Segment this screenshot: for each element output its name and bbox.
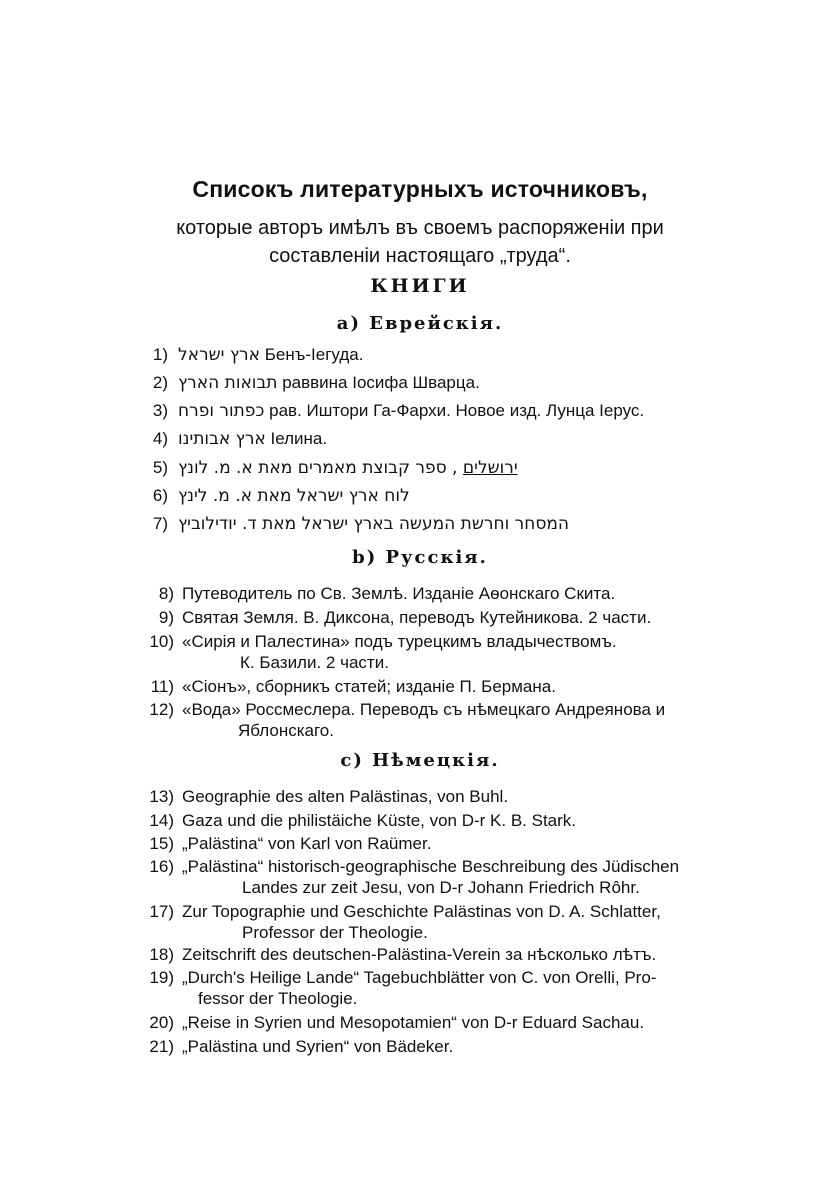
item-continuation: К. Базили. 2 части. bbox=[240, 653, 389, 672]
list-item bbox=[149, 631, 617, 672]
item-number: 10) bbox=[149, 632, 174, 651]
list-item bbox=[158, 583, 616, 604]
list-item bbox=[152, 513, 570, 535]
hebrew-title bbox=[178, 458, 518, 478]
item-continuation: Professor der Theologie. bbox=[242, 923, 428, 942]
item-text: «Сирія и Палестина» подъ турецкимъ владычествомъ. bbox=[182, 632, 617, 651]
item-number: 20) bbox=[149, 1013, 174, 1032]
item-continuation: Landes zur zeit Jesu, von D-r Johann Friedrich Rôhr. bbox=[242, 878, 640, 897]
item-text: «Сіонъ», сборникъ статей; изданіе П. Бермана. bbox=[182, 677, 556, 696]
item-text: «Вода» Россмеслера. Переводъ съ нѣмецкаго Андреянова и bbox=[182, 700, 666, 719]
item-number: 11) bbox=[150, 677, 174, 696]
hebrew-title: תבואות הארץ bbox=[178, 373, 278, 393]
item-number: 12) bbox=[149, 700, 174, 719]
list-item bbox=[149, 699, 666, 740]
item-number: 16) bbox=[149, 857, 174, 876]
item-number: 17) bbox=[149, 902, 174, 921]
item-number: 7) bbox=[152, 514, 168, 533]
books-heading: КНИГИ bbox=[370, 275, 470, 297]
section-a-heading: а) Еврейскія. bbox=[336, 313, 504, 334]
item-text: Путеводитель по Св. Землѣ. Изданіе Аѳонскаго Скита. bbox=[182, 584, 616, 603]
item-text: „Durch's Heilige Lande“ Tagebuchblätter von C. von Orelli, Pro- bbox=[182, 968, 657, 987]
hebrew-title: ארץ אבותינו bbox=[178, 429, 266, 449]
list-item bbox=[152, 344, 364, 366]
list-item bbox=[149, 1012, 645, 1033]
hebrew-title: כפתור ופרח bbox=[178, 401, 265, 421]
section-c-heading: с) Нѣмецкія. bbox=[340, 750, 500, 771]
item-number: 18) bbox=[149, 945, 174, 964]
list-item bbox=[152, 428, 328, 450]
item-continuation: Яблонскаго. bbox=[238, 721, 334, 740]
item-text: „Palästina“ von Karl von Raümer. bbox=[182, 834, 432, 853]
page-subtitle bbox=[150, 214, 690, 270]
item-number: 8) bbox=[158, 584, 174, 603]
subtitle-line-1: которые авторъ имѣлъ въ своемъ распоряженіи при bbox=[176, 217, 664, 239]
hebrew-title: לוח ארץ ישראל מאת א. מ. לינץ bbox=[178, 486, 410, 506]
item-number: 13) bbox=[149, 787, 174, 806]
item-text: „Palästina und Syrien“ von Bädeker. bbox=[182, 1037, 454, 1056]
list-item bbox=[150, 676, 556, 697]
item-text: „Palästina“ historisch-geographische Beschreibung des Jüdischen bbox=[182, 857, 680, 876]
item-text: раввина Іосифа Шварца. bbox=[282, 373, 480, 392]
item-number: 1) bbox=[152, 345, 168, 364]
item-text: Бенъ-Іегуда. bbox=[264, 345, 364, 364]
item-text: Gaza und die philistäiche Küste, von D-r K. B. Stark. bbox=[182, 811, 577, 830]
item-number: 21) bbox=[149, 1037, 174, 1056]
item-number: 14) bbox=[149, 811, 174, 830]
item-text: Geographie des alten Palästinas, von Buhl. bbox=[182, 787, 509, 806]
list-item bbox=[152, 400, 645, 422]
hebrew-title: ארץ ישראל bbox=[178, 345, 261, 365]
hebrew-title: המסחר וחרשת המעשה בארץ ישראל מאת ד. יודילוביץ bbox=[178, 514, 570, 534]
list-item bbox=[152, 372, 480, 394]
list-item bbox=[149, 856, 680, 897]
list-item bbox=[152, 485, 410, 507]
section-b-heading: b) Русскія. bbox=[352, 547, 488, 568]
page-title: Списокъ литературныхъ источниковъ, bbox=[192, 176, 648, 202]
item-text: „Reise in Syrien und Mesopotamien“ von D-r Eduard Sachau. bbox=[182, 1013, 645, 1032]
item-number: 15) bbox=[149, 834, 174, 853]
list-item bbox=[149, 810, 577, 831]
hebrew-rest: , ספר קבוצת מאמרים מאת א. מ. לונץ bbox=[178, 458, 458, 478]
item-continuation: fessor der Theologie. bbox=[198, 989, 358, 1008]
item-number: 4) bbox=[152, 429, 168, 448]
list-item bbox=[152, 457, 518, 479]
item-text: Святая Земля. В. Диксона, переводъ Кутейникова. 2 части. bbox=[182, 608, 652, 627]
hebrew-underlined-word: ירושלים bbox=[462, 458, 518, 478]
item-text: рав. Иштори Га-Фархи. Новое изд. Лунца Іерус. bbox=[269, 401, 645, 420]
item-number: 5) bbox=[152, 458, 168, 477]
list-item bbox=[149, 967, 657, 1008]
list-item bbox=[149, 944, 657, 965]
item-text: Іелина. bbox=[270, 429, 328, 448]
list-item bbox=[149, 833, 432, 854]
list-item bbox=[149, 901, 661, 942]
list-item bbox=[149, 1036, 454, 1057]
list-item bbox=[158, 607, 652, 628]
subtitle-line-2: составленіи настоящаго „труда“. bbox=[269, 245, 571, 267]
item-text: Zur Topographie und Geschichte Palästinas von D. A. Schlatter, bbox=[182, 902, 661, 921]
item-number: 3) bbox=[152, 401, 168, 420]
item-number: 19) bbox=[149, 968, 174, 987]
list-item bbox=[149, 786, 509, 807]
item-number: 6) bbox=[152, 486, 168, 505]
item-number: 2) bbox=[152, 373, 168, 392]
item-number: 9) bbox=[158, 608, 174, 627]
item-text: Zeitschrift des deutschen-Palästina-Verein за нѣсколько лѣтъ. bbox=[182, 945, 657, 964]
